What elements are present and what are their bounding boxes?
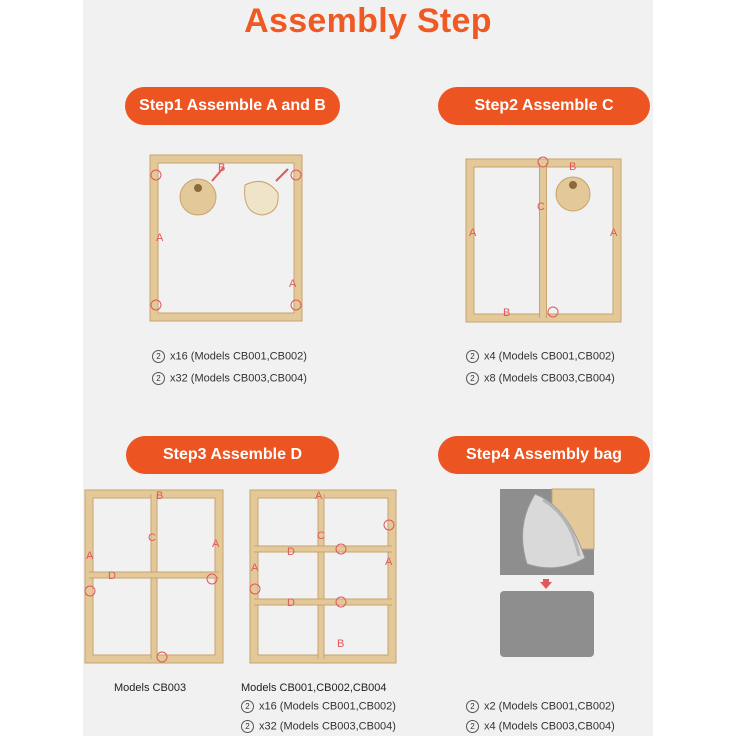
marker-icon: 2 <box>466 700 479 713</box>
step1-note-2: 2 x32 (Models CB003,CB004) <box>152 372 307 385</box>
part-label-a: A <box>315 490 323 502</box>
step4-note-1: 2 x2 (Models CB001,CB002) <box>466 700 615 713</box>
marker-icon: 2 <box>466 720 479 733</box>
part-label-c: C <box>537 201 545 213</box>
part-label-a: A <box>156 232 164 244</box>
part-label-c: C <box>317 530 325 542</box>
step2-note-1: 2 x4 (Models CB001,CB002) <box>466 350 615 363</box>
step3-note-1: 2 x16 (Models CB001,CB002) <box>241 700 396 713</box>
step3-right-frame-diagram <box>249 489 399 664</box>
step3-left-caption: Models CB003 <box>114 682 187 694</box>
step4-bag-illustration <box>497 486 597 658</box>
marker-icon: 2 <box>241 700 254 713</box>
step4-note-2: 2 x4 (Models CB003,CB004) <box>466 720 615 733</box>
part-label-a: A <box>251 562 259 574</box>
marker-icon: 2 <box>241 720 254 733</box>
joint-marker <box>194 184 202 192</box>
step1-frame-diagram <box>150 155 310 325</box>
part-label-a: A <box>469 227 477 239</box>
step2-pill: Step2 Assemble C <box>438 87 650 125</box>
step2-note-2: 2 x8 (Models CB003,CB004) <box>466 372 615 385</box>
part-label-b: B <box>569 161 577 173</box>
marker-icon: 2 <box>466 350 479 363</box>
part-label-c: C <box>148 532 156 544</box>
part-label-b: B <box>337 638 345 650</box>
step3-left-frame-diagram <box>84 489 224 664</box>
marker-icon: 2 <box>152 350 165 363</box>
part-label-a: A <box>385 556 393 568</box>
part-label-a: A <box>289 278 297 290</box>
step3-pill: Step3 Assemble D <box>126 436 339 474</box>
step3-right-caption: Models CB001,CB002,CB004 <box>241 682 387 694</box>
step3-note-2: 2 x32 (Models CB003,CB004) <box>241 720 396 733</box>
part-label-d: D <box>287 597 295 609</box>
step1-pill: Step1 Assemble A and B <box>125 87 340 125</box>
part-label-d: D <box>108 570 116 582</box>
marker-icon: 2 <box>152 372 165 385</box>
part-label-b: B <box>156 490 164 502</box>
marker-icon: 2 <box>466 372 479 385</box>
part-label-b: B <box>503 307 511 319</box>
part-label-a: A <box>86 550 94 562</box>
part-label-d: D <box>287 546 295 558</box>
part-label-a: A <box>212 538 220 550</box>
joint-marker <box>569 181 577 189</box>
page-title: Assembly Step <box>244 2 492 40</box>
part-label-b: B <box>218 162 226 174</box>
step2-frame-diagram <box>465 158 625 323</box>
step1-note-1: 2 x16 (Models CB001,CB002) <box>152 350 307 363</box>
step4-pill: Step4 Assembly bag <box>438 436 650 474</box>
part-label-a: A <box>610 227 618 239</box>
